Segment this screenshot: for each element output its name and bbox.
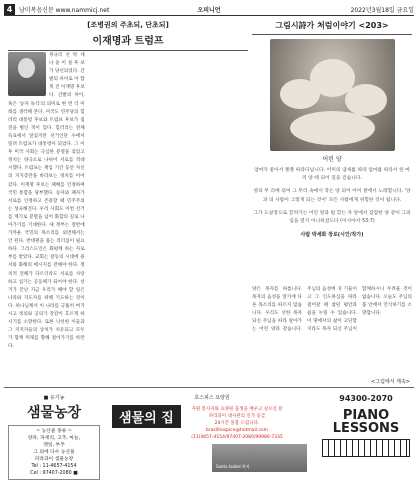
opinion-article bbox=[8, 20, 248, 390]
article-text: 정규리 선 박 세 나 윤 이 실 후 보 가 당선되었다. 간발의 차이로 아 깝게 진 이재명 후보다. 간발의 차이, 혹은 '승자 독식'의 의미로 한 번 더 미래를 생각해 본다. 미국도 민주당의 힐러리 대통령 후보와 트럼프 후보가 접전을 벌인 적이 있다. 힐러리는 전체 득표에서 앞섰지만 선거인단 수에서 밀려 트럼프가 대통령이 되었다. 그 이후 미국 사회는 극심한 분열을 겪었고 정치는 양극으로 나뉘어 서로를 적대시했다. 트럼프는 재임 기간 동안 자신의 지지층만을 바라보는 정치를 이어갔다. 이재명 후보는 패배를 인정하며 국민 통합을 당부했다. 승자와 패자가 서로를 인정하고 존중할 때 민주주의는 성숙해진다. 우리 사회도 이번 선거를 계기로 분열을 넘어 화합의 길로 나아가기를 기대한다. 새 정부는 절반에 가까운 국민의 목소리를 외면해서는 안 된다. 반대편을 품는 리더십이 필요하다. 그리스도인은 화평케 하는 자로 부름 받았다. 교회는 갈등의 시대에 용서와 화해의 메시지를 전해야 한다. 정치적 견해가 다르더라도 서로를 사랑하고 섬기는 공동체가 되어야 한다. 선거가 끝난 지금 우리가 해야 할 일은 나라와 지도자를 위해 기도하는 것이다. 하나님께서 이 나라를 긍휼히 여기시고 정의와 공의가 강같이 흐르게 하시기를 소망한다. 또한 낙선한 이들과 그 지지자들의 상처가 치유되고 모두가 함께 미래를 향해 걸어가기를 바란다. bbox=[8, 53, 85, 350]
section-name: 오피니언 bbox=[197, 6, 221, 14]
series-title: 그림시詩가 처럼이야기 <203> bbox=[252, 20, 412, 35]
piano-ad bbox=[322, 394, 410, 474]
poem-credit: 사람 박세화 장로(시인/작가) bbox=[300, 232, 364, 239]
title-divider bbox=[8, 50, 248, 51]
farm-ad-box bbox=[8, 425, 100, 480]
nursing-home-ad bbox=[112, 394, 312, 474]
article-title: 이재명과 트럼프 bbox=[92, 36, 164, 47]
nursing-ad-text bbox=[172, 406, 302, 441]
piano-keys-icon bbox=[322, 439, 410, 457]
continued-note: <그림에서 계속> bbox=[371, 379, 410, 385]
nursing-ad-line: 자원 봉사자와 요양원 출생을 배우고 싶으신 분 bbox=[191, 407, 283, 412]
page-header bbox=[4, 3, 414, 16]
poem-stanza: 엄마가 좋아서 쫄쫄 따라다닙니다. 어미의 냄새를 따라 엄마를 따라서 한 마리 양 떼 되어 길을 걷습니다. bbox=[254, 168, 410, 182]
piano-ad-phone: 94300-2070 bbox=[339, 394, 393, 403]
nursing-ad-photo-label: Santa Isabel 복지 bbox=[216, 464, 250, 469]
page-number: 4 bbox=[4, 4, 15, 15]
farm-ad-line: 그 외에 다수 농산물 bbox=[33, 450, 75, 455]
sheep-photo bbox=[270, 39, 395, 151]
nursing-ad-line: 24시간 돌봄 드립니다. bbox=[214, 421, 260, 426]
farm-ad-phone: Tel : 11-4657-4154 bbox=[31, 464, 77, 469]
photo-caption: 어린 양 bbox=[322, 156, 342, 163]
author-portrait bbox=[8, 52, 46, 96]
nursing-ad-tagline: 호스피스 요양원 bbox=[194, 395, 230, 401]
ad-banner bbox=[4, 387, 414, 477]
sheep-shape bbox=[345, 84, 387, 116]
farm-ad bbox=[8, 394, 100, 474]
sheep-shape bbox=[290, 111, 375, 145]
poem-stanza: 그가 도살장으로 끌려가는 어린 양과 털 깎는 자 앞에서 잠잠한 양 같이 그의 입을 열지 아니하셨도다 (이사야서 53:7) bbox=[253, 210, 411, 225]
farm-ad-name: 샘물농장 bbox=[26, 405, 82, 421]
column-label: [조병권의 주초되, 단초되] bbox=[87, 21, 169, 29]
poem-commentary: 양은 목자를 따릅니다. 목자의 음성을 알기에 다른 목소리를 따르지 않습니다. 우리도 선한 목자 되신 주님을 따라 살아가는 어린 양과 같습니다. 주님의 음성에 귀 기울이고 그 인도하심을 따라 걸어갈 때 참된 평안과 쉼을 누릴 수 있습니다. 이 땅에서의 삶이 고단할지라도 목자 되신 주님이 함께하시니 두려울 것이 없습니다. 오늘도 주님의 품 안에서 안식하기를 소망합니다. bbox=[252, 287, 412, 333]
farm-ad-tagline: ■ 유기농 bbox=[43, 395, 65, 401]
nursing-ad-line: 파라과이 대사관의 인가 등급 bbox=[208, 414, 266, 419]
farm-ad-cel: Cel : 97407-2080 ■ bbox=[30, 471, 78, 476]
farm-ad-line: 깻잎, 부추 bbox=[43, 443, 65, 448]
article-body bbox=[8, 52, 248, 387]
farm-ad-line: 파라과이 샘물농장 bbox=[34, 457, 74, 462]
publication-name: 남미복음신문 www.nammicj.net bbox=[19, 6, 110, 14]
poem-column bbox=[252, 20, 412, 290]
nursing-ad-line: brasilhospice@hotmail.com bbox=[205, 428, 269, 433]
poem-stanza: 양의 무 리에 섞여 그 무리 속에서 작은 양 되어 어미 곁에서 노래합니다. '양과 의 사람이 그렇게 되는 것이' 모든 사람에게 위험한 것이 됩니다. bbox=[253, 189, 411, 203]
piano-ad-name: PIANO LESSONS bbox=[332, 408, 400, 436]
issue-date: 2022년3월18일 금요일 bbox=[350, 6, 414, 14]
farm-ad-box-title: ~ 농산물 종류 ~ bbox=[36, 429, 72, 434]
nursing-ad-line: (11)4657-4154/97407-2080/99986-7335 bbox=[191, 435, 283, 440]
nursing-ad-photo bbox=[212, 444, 307, 472]
farm-ad-line: 양파, 파세리, 고추, 마늘, bbox=[27, 436, 81, 441]
nursing-ad-name: 샘물의 집 bbox=[112, 405, 181, 428]
poem bbox=[252, 167, 412, 226]
